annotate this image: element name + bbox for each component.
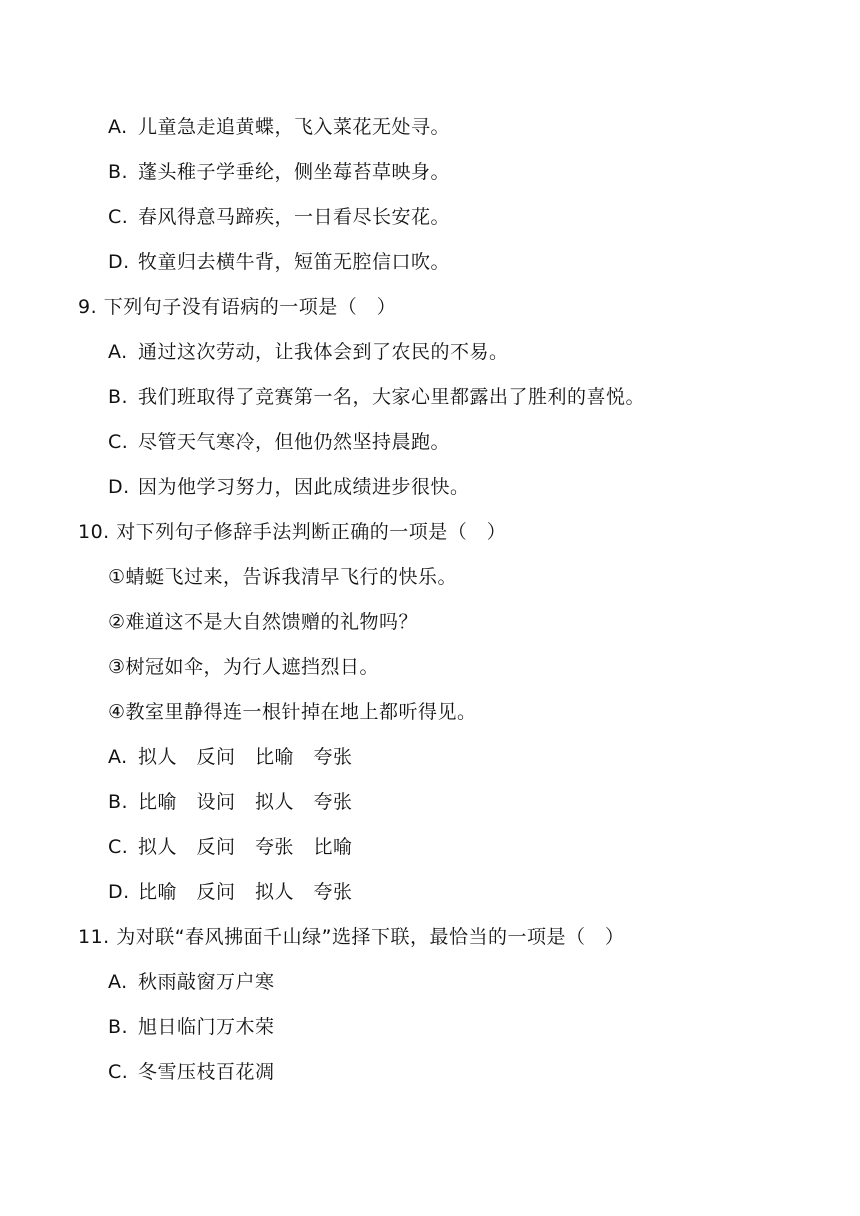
- option-text: 我们班取得了竞赛第一名，大家心里都露出了胜利的喜悦。: [138, 386, 646, 408]
- option-label: C.: [108, 836, 129, 858]
- option-label: A.: [108, 746, 128, 768]
- question-number: 9.: [78, 296, 98, 318]
- option-c: [108, 427, 450, 457]
- option-label: A.: [108, 341, 128, 363]
- option-label: C.: [108, 431, 129, 453]
- question-9-stem: [78, 292, 396, 322]
- option-label: B.: [108, 1016, 129, 1038]
- option-text: 尽管天气寒冷，但他仍然坚持晨跑。: [138, 431, 451, 453]
- option-a: [108, 967, 275, 997]
- option-text: 秋雨敲窗万户寒: [138, 971, 275, 993]
- option-label: B.: [108, 386, 129, 408]
- option-c: [108, 1057, 275, 1087]
- option-text: 旭日临门万木荣: [138, 1016, 275, 1038]
- option-c: [108, 832, 353, 862]
- option-b: [108, 787, 353, 817]
- option-label: C.: [108, 1061, 129, 1083]
- option-label: D.: [108, 476, 130, 498]
- option-text: 儿童急走追黄蝶，飞入菜花无处寻。: [138, 116, 451, 138]
- option-label: B.: [108, 161, 129, 183]
- option-b: [108, 382, 645, 412]
- option-a: [108, 742, 353, 772]
- question-text: 对下列句子修辞手法判断正确的一项是（ ）: [116, 521, 507, 543]
- option-text: 通过这次劳动，让我体会到了农民的不易。: [138, 341, 509, 363]
- sentence-4: ④教室里静得连一根针掉在地上都听得见。: [108, 701, 477, 723]
- option-text: 春风得意马蹄疾，一日看尽长安花。: [138, 206, 451, 228]
- question-number: 10.: [78, 521, 110, 543]
- sentence-1: ①蜻蜓飞过来，告诉我清早飞行的快乐。: [108, 566, 458, 588]
- option-text: 拟人 反问 夸张 比喻: [138, 836, 353, 858]
- question-text: 为对联“春风拂面千山绿”选择下联，最恰当的一项是（ ）: [116, 926, 625, 948]
- option-label: D.: [108, 251, 130, 273]
- option-b: [108, 157, 450, 187]
- question-text: 下列句子没有语病的一项是（ ）: [103, 296, 397, 318]
- option-label: C.: [108, 206, 129, 228]
- question-11-stem: [78, 922, 624, 952]
- question-number: 11.: [78, 926, 110, 948]
- option-text: 因为他学习努力，因此成绩进步很快。: [138, 476, 470, 498]
- option-text: 冬雪压枝百花凋: [138, 1061, 275, 1083]
- option-label: A.: [108, 116, 128, 138]
- option-a: [108, 112, 450, 142]
- option-label: D.: [108, 881, 130, 903]
- option-d: [108, 247, 450, 277]
- option-c: [108, 202, 450, 232]
- question-10-stem: [78, 517, 506, 547]
- option-a: [108, 337, 509, 367]
- sentence-2: ②难道这不是大自然馈赠的礼物吗？: [108, 611, 419, 633]
- option-label: A.: [108, 971, 128, 993]
- option-d: [108, 877, 353, 907]
- option-text: 比喻 设问 拟人 夸张: [138, 791, 353, 813]
- sentence-3: ③树冠如伞，为行人遮挡烈日。: [108, 656, 380, 678]
- option-text: 拟人 反问 比喻 夸张: [138, 746, 353, 768]
- option-d: [108, 472, 470, 502]
- option-text: 蓬头稚子学垂纶，侧坐莓苔草映身。: [138, 161, 451, 183]
- option-b: [108, 1012, 275, 1042]
- option-label: B.: [108, 791, 129, 813]
- option-text: 比喻 反问 拟人 夸张: [138, 881, 353, 903]
- option-text: 牧童归去横牛背，短笛无腔信口吹。: [138, 251, 451, 273]
